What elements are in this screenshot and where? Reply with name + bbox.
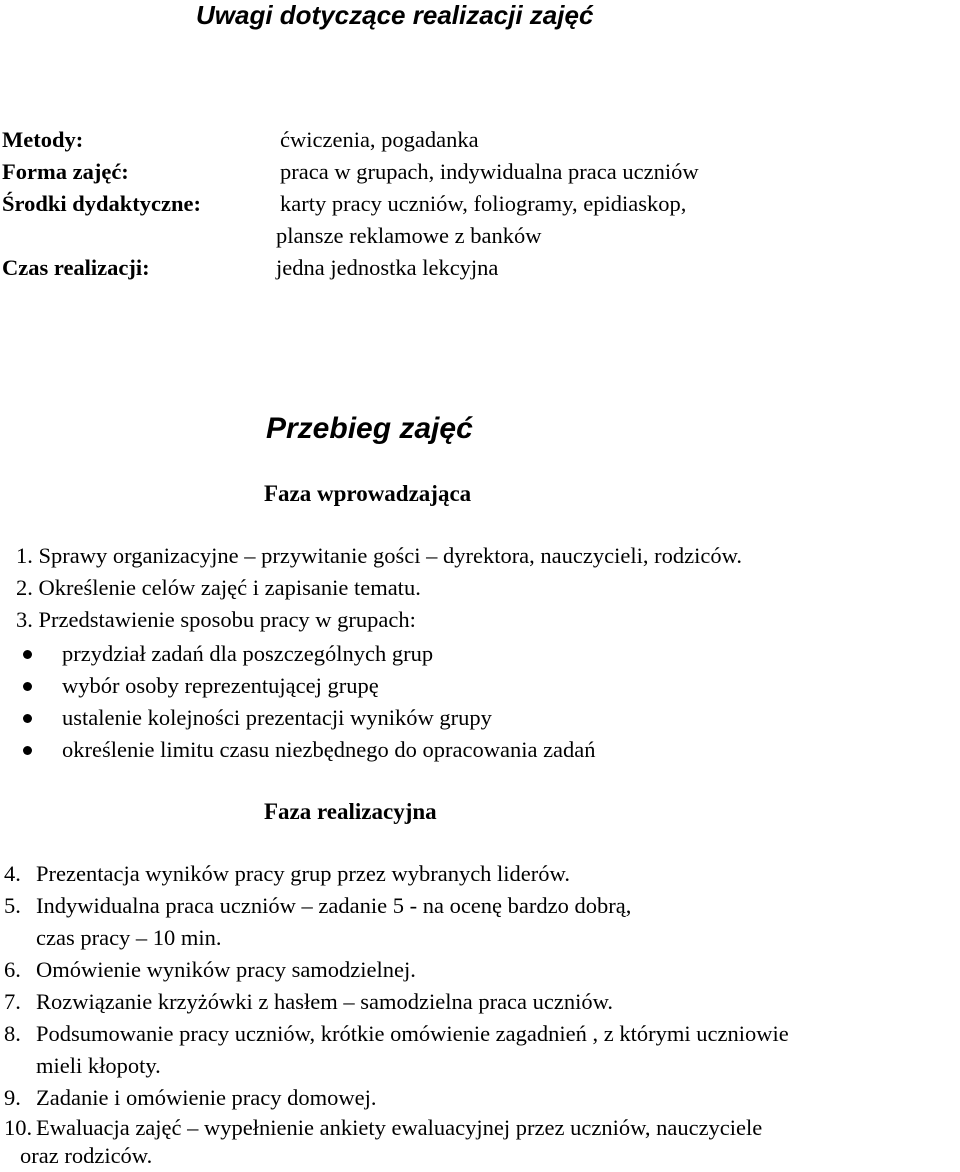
list-item: Ewaluacja zajęć – wypełnienie ankiety ewaluacyjnej przez uczniów, nauczyciele bbox=[36, 1115, 763, 1140]
list-item-number: 4. bbox=[4, 861, 21, 886]
value-methods: ćwiczenia, pogadanka bbox=[280, 127, 479, 152]
list-item: Prezentacja wyników pracy grup przez wybranych liderów. bbox=[36, 861, 570, 886]
bullet-icon bbox=[23, 682, 32, 691]
bullet-icon bbox=[23, 714, 32, 723]
label-form: Forma zajęć: bbox=[2, 159, 129, 184]
bullet-icon bbox=[23, 746, 32, 755]
value-means-cont: plansze reklamowe z banków bbox=[276, 223, 542, 248]
bullet-icon bbox=[23, 650, 32, 659]
label-means: Środki dydaktyczne: bbox=[2, 191, 201, 216]
list-item-cont: oraz rodziców. bbox=[20, 1143, 153, 1168]
list-item: Rozwiązanie krzyżówki z hasłem – samodzielna praca uczniów. bbox=[36, 989, 614, 1014]
bullet-item: wybór osoby reprezentującej grupę bbox=[62, 673, 379, 698]
list-item-cont: czas pracy – 10 min. bbox=[36, 925, 222, 950]
list-item: Zadanie i omówienie pracy domowej. bbox=[36, 1085, 377, 1110]
label-time: Czas realizacji: bbox=[2, 255, 150, 280]
page-title: Uwagi dotyczące realizacji zajęć bbox=[196, 0, 594, 30]
list-item-cont: mieli kłopoty. bbox=[36, 1053, 161, 1078]
list-item-number: 7. bbox=[4, 989, 21, 1014]
list-item: 2. Określenie celów zajęć i zapisanie tematu. bbox=[16, 575, 421, 600]
bullet-item: przydział zadań dla poszczególnych grup bbox=[62, 641, 434, 666]
list-item: Podsumowanie pracy uczniów, krótkie omówienie zagadnień , z którymi uczniowie bbox=[36, 1021, 789, 1046]
value-time: jedna jednostka lekcyjna bbox=[276, 255, 499, 280]
bullet-item: ustalenie kolejności prezentacji wyników grupy bbox=[62, 705, 492, 730]
list-item: 1. Sprawy organizacyjne – przywitanie gości – dyrektora, nauczycieli, rodziców. bbox=[16, 543, 742, 568]
list-item-number: 10. bbox=[4, 1115, 33, 1140]
list-item-number: 9. bbox=[4, 1085, 21, 1110]
value-means: karty pracy uczniów, foliogramy, epidiaskop, bbox=[280, 191, 687, 216]
phase1-heading: Faza wprowadzająca bbox=[264, 481, 472, 506]
list-item: Omówienie wyników pracy samodzielnej. bbox=[36, 957, 416, 982]
list-item-number: 6. bbox=[4, 957, 21, 982]
label-methods: Metody: bbox=[2, 127, 84, 152]
list-item: Indywidualna praca uczniów – zadanie 5 - na ocenę bardzo dobrą, bbox=[36, 893, 632, 918]
value-form: praca w grupach, indywidualna praca uczniów bbox=[280, 159, 699, 184]
list-item-number: 5. bbox=[4, 893, 21, 918]
list-item-number: 8. bbox=[4, 1021, 21, 1046]
bullet-item: określenie limitu czasu niezbędnego do opracowania zadań bbox=[62, 737, 596, 762]
course-title: Przebieg zajęć bbox=[266, 412, 473, 445]
list-item: 3. Przedstawienie sposobu pracy w grupach: bbox=[16, 607, 416, 632]
phase2-heading: Faza realizacyjna bbox=[264, 799, 437, 824]
